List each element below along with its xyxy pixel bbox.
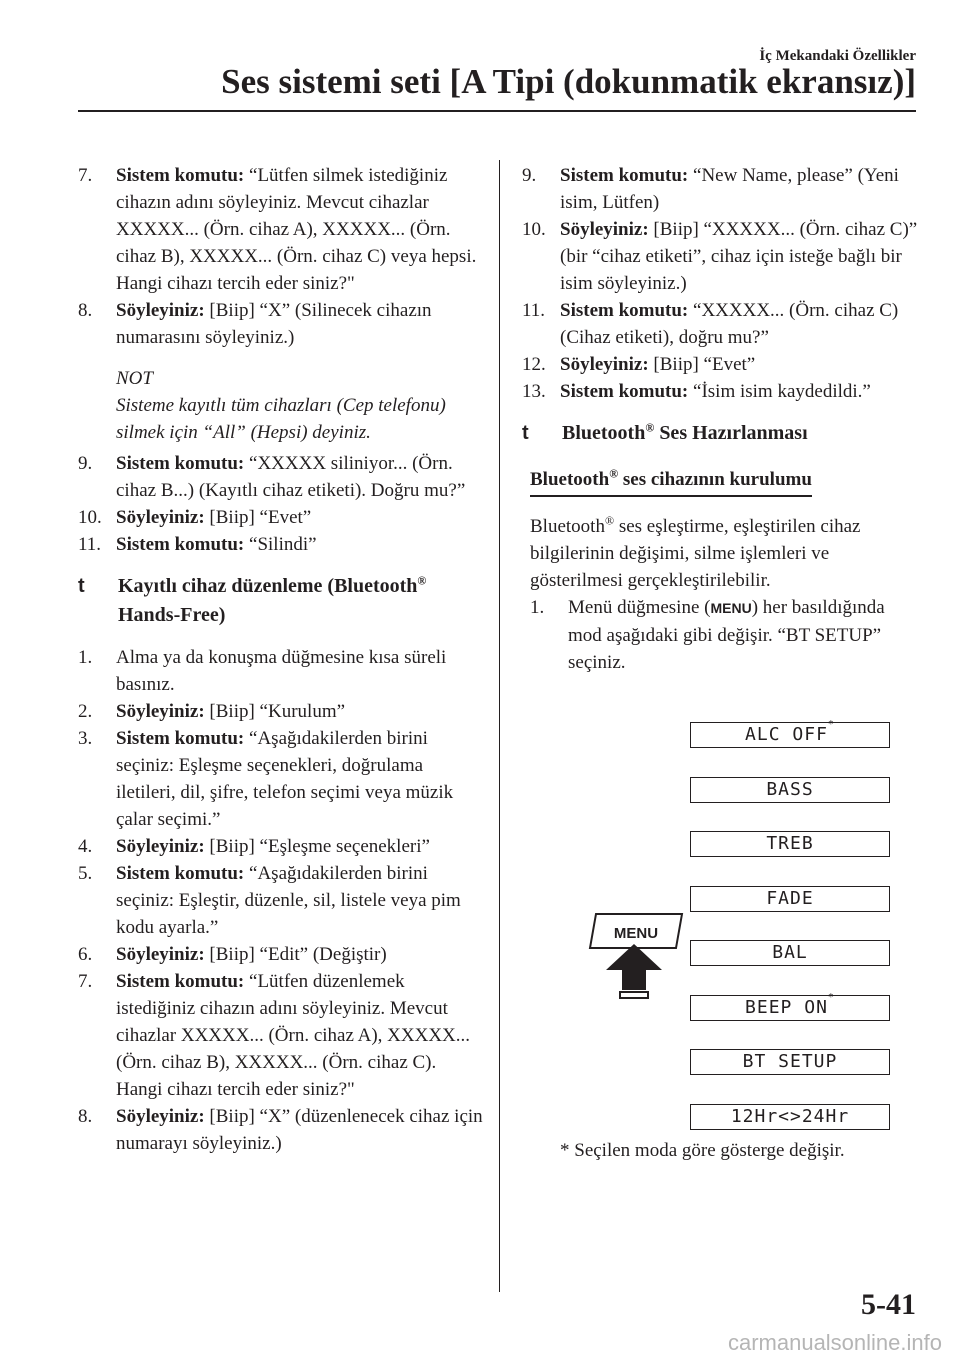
note-box (116, 365, 483, 446)
note-text: Sisteme kayıtlı tüm cihazları (Cep telefonu) silmek için “All” (Hepsi) deyiniz. (116, 395, 446, 443)
item-number: 8. (78, 300, 93, 321)
item-body: “Lütfen düzenlemek istediğiniz cihazın adını söyleyiniz. Mevcut cihazlar XXXXX... (Örn. cihaz A), XXXXX... (Örn. cihaz B), XXXXX... (Örn. cihaz C). Hangi cihazı tercih eder siniz?" (116, 971, 471, 1100)
list-item (78, 968, 483, 1103)
list-item (522, 297, 922, 351)
item-number: 9. (522, 165, 537, 186)
item-text (560, 378, 922, 405)
item-text (560, 216, 922, 297)
item-text (116, 162, 483, 297)
item-text (116, 833, 483, 860)
list-item (522, 351, 922, 378)
menu-button-illustration (580, 906, 690, 1006)
item-number: 13. (522, 381, 546, 402)
list-item (78, 531, 483, 558)
watermark: carmanualsonline.info (727, 1330, 942, 1355)
lcd-footnote-star: * (827, 991, 835, 1003)
item-label: Söyleyiniz: (116, 944, 205, 965)
left-column (78, 162, 483, 1157)
item-text (116, 860, 483, 941)
item-body: “Aşağıdakilerden birini seçiniz: Eşleşme seçenekleri, doğrulama iletileri, dil, şifre, telefon seçimi veya müzik çalar seçimi.” (116, 728, 454, 830)
item-body: [Biip] “XXXXX... (Örn. cihaz C)” (bir “cihaz etiketi”, cihaz için isteğe bağlı bir isim söyleyiniz.) (560, 219, 918, 294)
lcd-text: BAL (772, 942, 808, 963)
item-label: Sistem komutu: (116, 453, 245, 474)
lcd-text: BT SETUP (742, 1051, 838, 1072)
item-body: “İsim isim kaydedildi.” (688, 381, 871, 402)
item-number: 7. (78, 971, 93, 992)
lcd-text: BASS (766, 778, 814, 800)
item-number: 2. (78, 701, 93, 722)
item-body: [Biip] “Evet” (204, 507, 312, 528)
item-text (116, 297, 483, 351)
item-label: Sistem komutu: (116, 534, 245, 555)
page-title: Ses sistemi seti [A Tipi (dokunmatik ekransız)] (221, 62, 916, 101)
section-marker-icon: t (78, 575, 85, 597)
item-text: Menü düğmesine (MENU) her basıldığında mod aşağıdaki gibi değişir. “BT SETUP” seçiniz. (568, 597, 885, 673)
item-label: Söyleyiniz: (116, 507, 205, 528)
item-number: 10. (78, 507, 102, 528)
item-text (116, 450, 483, 504)
lcd-text: FADE (766, 887, 814, 909)
item-body: [Biip] “Kurulum” (204, 701, 346, 722)
item-body: “Lütfen silmek istediğiniz cihazın adını söyleyiniz. Mevcut cihazlar XXXXX... (Örn. cihaz A), XXXXX... (Örn. cihaz B), XXXXX... (Örn. cihaz C) veya hepsi. Hangi cihazı tercih eder siniz?" (116, 165, 477, 294)
page-number: 5-41 (861, 1288, 916, 1321)
list-item (78, 860, 483, 941)
item-number: 5. (78, 863, 93, 884)
item-number: 9. (78, 453, 93, 474)
list-item (78, 833, 483, 860)
press-arrow-icon (606, 944, 662, 990)
lcd-display (690, 940, 890, 966)
subsection-heading: Bluetooth® ses cihazının kurulumu (530, 466, 812, 497)
list-item (78, 504, 483, 531)
item-text (116, 725, 483, 833)
item-body: [Biip] “X” (düzenlenecek cihaz için numarayı söyleyiniz.) (116, 1106, 483, 1154)
item-text (116, 504, 483, 531)
lcd-text: BEEP ON (745, 996, 828, 1018)
item-number: 8. (78, 1106, 93, 1127)
item-text (560, 162, 922, 216)
list-item (78, 725, 483, 833)
item-text (560, 351, 922, 378)
list-item (78, 698, 483, 725)
item-label: Sistem komutu: (560, 165, 689, 186)
item-body: [Biip] “X” (Silinecek cihazın numarasını söyleyiniz.) (116, 300, 432, 348)
item-body: “XXXXX siliniyor... (Örn. cihaz B...) (Kayıtlı cihaz etiketi). Doğru mu?” (116, 453, 466, 501)
lcd-display (690, 886, 890, 912)
list-item (78, 162, 483, 297)
item-text (116, 644, 483, 698)
item-body: [Biip] “Evet” (648, 354, 756, 375)
lcd-display (690, 777, 890, 803)
list-item (78, 450, 483, 504)
figure-footnote: * Seçilen moda göre gösterge değişir. (560, 1140, 845, 1161)
item-label: Söyleyiniz: (116, 300, 205, 321)
item-body: “New Name, please” (Yeni isim, Lütfen) (560, 165, 899, 213)
item-body: “XXXXX... (Örn. cihaz C) (Cihaz etiketi), doğru mu?” (560, 300, 899, 348)
note-title: NOT (116, 368, 153, 389)
list-group-b (78, 450, 483, 558)
lcd-display (690, 991, 890, 1021)
item-label: Söyleyiniz: (116, 836, 205, 857)
section-marker-icon: t (522, 422, 529, 444)
list-group-c (78, 644, 483, 1157)
lcd-text: 12Hr<>24Hr (730, 1105, 850, 1127)
section-heading-edit-device (78, 572, 483, 630)
item-label: Söyleyiniz: (560, 354, 649, 375)
list-item (78, 644, 483, 698)
item-number: 12. (522, 354, 546, 375)
item-label: Sistem komutu: (560, 300, 689, 321)
lcd-text: TREB (766, 833, 814, 854)
lcd-display (690, 719, 890, 748)
list-item (522, 162, 922, 216)
item-label: Sistem komutu: (116, 971, 245, 992)
intro-paragraph: Bluetooth® ses eşleştirme, eşleştirilen cihaz bilgilerinin değişimi, silme işlemleri ve gösterilmesi gerçekleştirilebilir. (530, 513, 861, 591)
item-label: Sistem komutu: (116, 165, 245, 186)
item-label: Sistem komutu: (116, 863, 245, 884)
item-number: 11. (78, 534, 102, 555)
item-label: Sistem komutu: (116, 728, 245, 749)
chapter-label: İç Mekandaki Özellikler (759, 48, 916, 64)
list-item (78, 297, 483, 351)
item-body: “Silindi” (244, 534, 317, 555)
item-number: 1. (530, 597, 545, 618)
section-heading-bt-audio (522, 419, 922, 448)
lcd-display (690, 831, 890, 857)
lcd-text: ALC OFF (745, 724, 828, 745)
item-label: Sistem komutu: (560, 381, 689, 402)
item-body: “Aşağıdakilerden birini seçiniz: Eşleştir, düzenle, sil, listele veya pim kodu ayarla.” (116, 863, 461, 938)
list-item (78, 941, 483, 968)
list-item (522, 378, 922, 405)
item-label: Söyleyiniz: (560, 219, 649, 240)
item-text (116, 698, 483, 725)
item-number: 7. (78, 165, 93, 186)
list-group-a (78, 162, 483, 351)
item-text (116, 1103, 483, 1157)
menu-key-label: MENU (710, 600, 752, 616)
item-number: 10. (522, 219, 546, 240)
item-number: 6. (78, 944, 93, 965)
list-item-step-1 (530, 594, 922, 676)
list-group-right (522, 162, 922, 405)
section-heading-text: Bluetooth® Ses Hazırlanması (562, 420, 808, 444)
column-divider (499, 160, 500, 1292)
menu-button-text: MENU (613, 925, 659, 942)
item-body: Alma ya da konuşma düğmesine kısa süreli basınız. (116, 647, 447, 695)
lcd-display (690, 1104, 890, 1130)
item-text (116, 941, 483, 968)
item-body: [Biip] “Edit” (Değiştir) (204, 944, 387, 965)
menu-mode-figure (580, 716, 910, 1136)
item-body: [Biip] “Eşleşme seçenekleri” (204, 836, 430, 857)
item-text (560, 297, 922, 351)
item-text (116, 968, 483, 1103)
header-rule (78, 110, 916, 112)
right-column (522, 162, 922, 676)
item-number: 4. (78, 836, 93, 857)
list-item (78, 1103, 483, 1157)
item-number: 1. (78, 647, 93, 668)
lcd-footnote-star: * (827, 719, 835, 730)
item-text (116, 531, 483, 558)
item-number: 3. (78, 728, 93, 749)
section-heading-text: Kayıtlı cihaz düzenleme (Bluetooth® Hands-Free) (118, 573, 427, 626)
item-number: 11. (522, 300, 546, 321)
arrow-base-icon (620, 992, 648, 998)
item-label: Söyleyiniz: (116, 1106, 205, 1127)
item-label: Söyleyiniz: (116, 701, 205, 722)
lcd-display (690, 1049, 890, 1075)
list-item (522, 216, 922, 297)
